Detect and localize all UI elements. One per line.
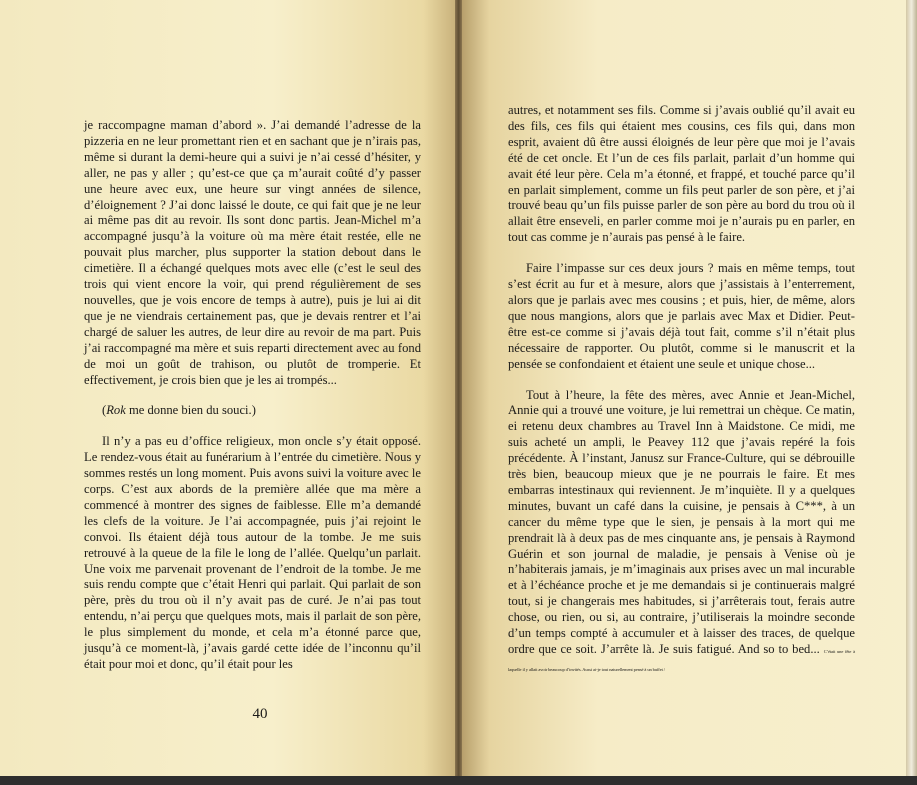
left-page-text bbox=[84, 118, 421, 673]
book-gutter bbox=[455, 0, 462, 785]
right-paragraph-1: autres, et notamment ses fils. Comme si j’avais oublié qu’il avait eu des fils, ces fils qui étaient mes cousins, ces fils qui, dans mon esprit, avaient dû être aussi éloignés de leur père que moi je l’avais été de cet oncle. Et l’un de ces fils parlait, parlait d’un homme qui avait été leur père. Cela m’a étonné, et frappé, et touché parce qu’il en parlait simplement, comme un fils peut parler de son père, et j’ai trouvé beau qu’un fils puisse parler de son père au bord du trou où il allait être enseveli, en parler comme moi je n’aurais pu en parler, en tout cas comme je n’aurais pas pensé à le faire. bbox=[508, 103, 855, 245]
aside-open-paren: ( bbox=[102, 403, 107, 418]
right-paragraph-3 bbox=[508, 388, 855, 678]
right-paragraph-2: Faire l’impasse sur ces deux jours ? mais en même temps, tout s’est écrit au fur et à mesure, alors que j’assistais à l’enterrement, alors que je parlais avec mes cousins ; et puis, hier, de même, alors que nous mangions, alors que je parlais avec Max et Didier. Peut-être est-ce comme si j’avais déjà tout fait, comme s’il n’était plus nécessaire de rapporter. Ou plutôt, comme si le manuscrit et la pensée se confondaient et étaient une seule et unique chose... bbox=[508, 261, 855, 371]
page-number: 40 bbox=[252, 706, 268, 722]
left-aside-note bbox=[84, 403, 421, 419]
right-page bbox=[462, 0, 917, 785]
aside-title: Rok bbox=[106, 403, 126, 418]
left-paragraph-2: Il n’y a pas eu d’office religieux, mon oncle s’y était opposé. Le rendez-vous était au funérarium à l’entrée du cimetière. Nous y sommes restés un long moment. Puis avons suivi la voiture avec le corps. C’est aux abords de la première allée que ma mère a commencé à montrer des signes de faiblesse. Elle m’a demandé les clefs de la voiture. Je l’ai accompagnée, puis j’ai rejoint le convoi. Ils étaient déjà tous autour de la tombe. Je me suis retrouvé à la queue de la file le long de l’allée. Quelqu’un parlait. Une voix me parvenait provenant de l’endroit de la tombe. Je me suis rendu compte que c’était Henri qui parlait. Qui parlait de son père, près du trou où il n’y avait pas de curé. Je n’ai pas tout entendu, n’ai perçu que quelques mots, mais il parlait de son père, le plus simplement du monde, et cela m’a étonné parce que, jusqu’à ce moment-là, j’avais gardé cette idée de l’inconnu qu’il était pour moi et donc, qu’il était pour les bbox=[84, 434, 421, 671]
left-page bbox=[0, 0, 455, 785]
right-paragraph-3-text: Tout à l’heure, la fête des mères, avec Annie et Jean-Michel, Annie qui a trouvé une voiture, je lui remettrai un chèque. Ce matin, ei retenu deux chambres au Travel Inn à Maidstone. Ce midi, me suis acheté un ampli, le Peavey 112 que j’avais repéré la fois précédente. À l’instant, Janusz sur France-Culture, qui se débrouille très bien, beaucoup mieux que je ne pourrais le faire. Et mes embarras intestinaux qui reviennent. Je m’inquiète. Il y a quelques minutes, buvant un café dans la cuisine, je pensais à C***, à un cancer du même type que le sien, je pensais à la mort qui me prendrait là à deux pas de mes cinquante ans, je pensais à Raymond Guérin et son journal de maladie, je pensais à Venise où je n’habiterais jamais, je m’imaginais aux prises avec un mal incurable et à l’échéance proche et je me demandais si je continuerais malgré tout, si je changerais mes habitudes, si j’arrêterais tout, ferais autre chose, ou rien, ou si, au contraire, j’utiliserais la moindre seconde d’un temps compté à accumuler et à laisser des traces, de quelque ordre que ce soit. J’arrête là. Je suis fatigué. And so to bed... bbox=[508, 387, 855, 656]
aside-text: me donne bien du souci.) bbox=[125, 403, 256, 418]
small-print-note: C’était une fête à laquelle il y allait avoir beaucoup d’invités. Aussi ai-je tout naturellement pensé à un buffet / bbox=[508, 649, 855, 672]
left-paragraph-1: je raccompagne maman d’abord ». J’ai demandé l’adresse de la pizzeria en ne leur promettant rien et en sachant que je n’irais pas, même si durant la demi-heure qui a suivi je n’ai cessé d’hésiter, y aller, ne pas y aller ; qu’est-ce que ça m’aurait coûté d’y passer une heure avec eux, une heure sur vingt années de silence, d’éloignement ? J’ai donc laissé le doute, ce qui fait que je ne leur ai même pas dit au revoir. Ils sont donc partis. Jean-Michel m’a accompagné jusqu’à la voiture où ma mère était restée, elle ne pouvait plus marcher, plus supporter la station debout dans le cimetière. Il a échangé quelques mots avec elle (c’est le seul des trois qui vient encore la voir, qui prend régulièrement de ses nouvelles, que je vois encore de temps à autre), puis je lui ai dit que je ne viendrais certainement pas, que je devais rentrer et l’ai chargé de saluer les autres, de leur dire au revoir de ma part. Puis j’ai raccompagné ma mère et suis reparti directement avec au fond de moi un goût de trahison, ou plutôt de tromperie. Et effectivement, je crois bien que je les ai trompés... bbox=[84, 118, 421, 387]
right-page-text bbox=[508, 103, 855, 678]
bottom-shadow bbox=[0, 776, 917, 785]
page-edges bbox=[906, 0, 917, 785]
